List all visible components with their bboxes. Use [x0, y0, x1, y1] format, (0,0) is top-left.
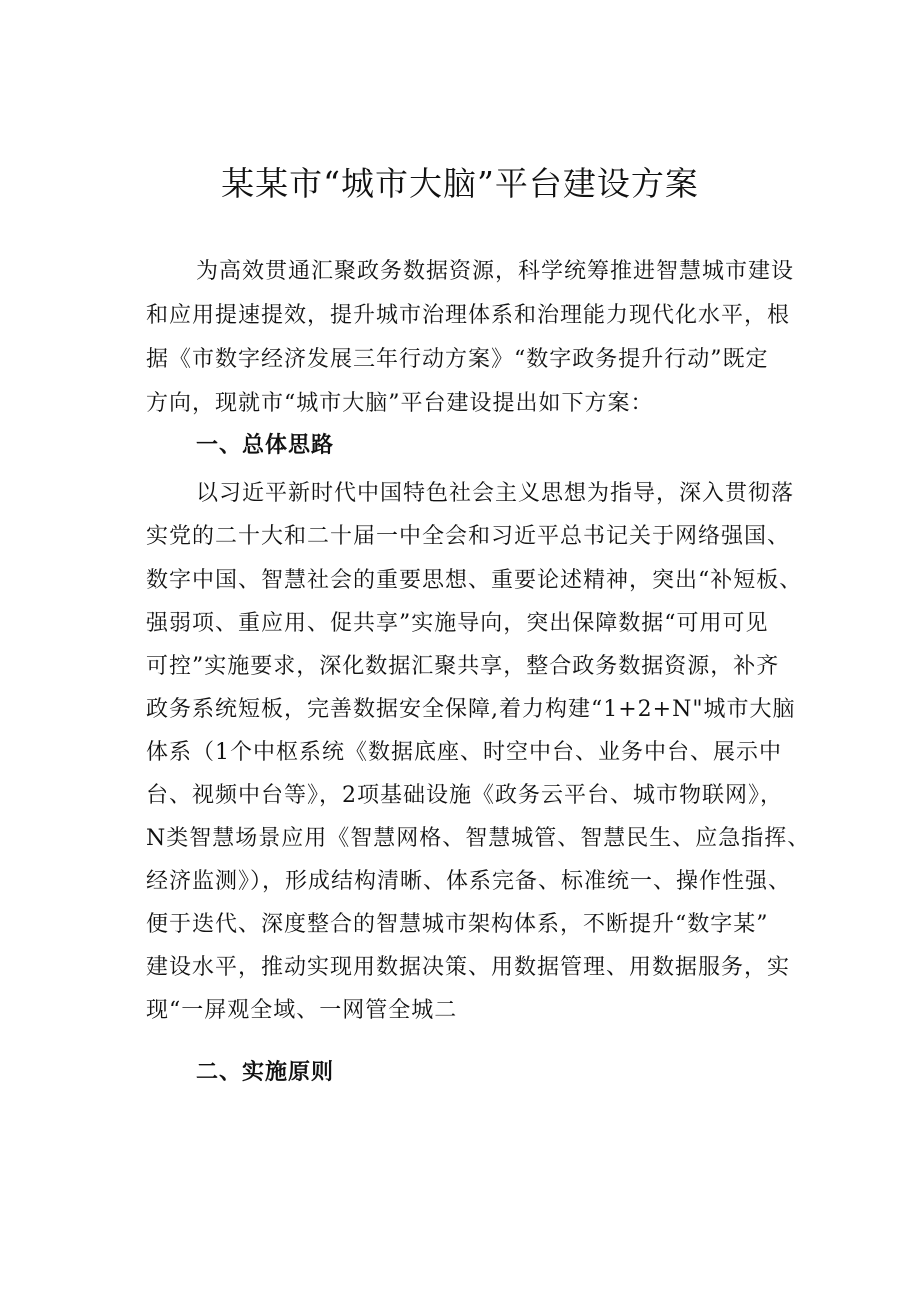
document-title: 某某市“城市大脑”平台建设方案	[221, 164, 699, 203]
body-line: 政务系统短板，完善数据安全保障,着力构建“1+2+N"城市大脑	[146, 697, 796, 722]
body-line: 以习近平新时代中国特色社会主义思想为指导，深入贯彻落	[196, 481, 795, 506]
body-line: 实党的二十大和二十届一中全会和习近平总书记关于网络强国、	[146, 524, 791, 549]
intro-line: 方向，现就市“城市大脑”平台建设提出如下方案：	[146, 391, 654, 416]
body-line: 建设水平，推动实现用数据决策、用数据管理、用数据服务，实	[146, 955, 791, 980]
section-heading-overall-approach: 一、总体思路	[196, 433, 335, 458]
body-line: 强弱项、重应用、促共享”实施导向，突出保障数据“可用可见	[146, 611, 769, 636]
body-line: 便于迭代、深度整合的智慧城市架构体系，不断提升“数字某”	[146, 912, 769, 937]
body-line: N类智慧场景应用《智慧网格、智慧城管、智慧民生、应急指挥、	[146, 826, 811, 851]
intro-line: 和应用提速提效，提升城市治理体系和治理能力现代化水平，根	[146, 303, 791, 328]
body-line: 体系（1个中枢系统《数据底座、时空中台、业务中台、展示中	[146, 740, 782, 765]
body-line: 数字中国、智慧社会的重要思想、重要论述精神，突出“补短板、	[146, 568, 803, 593]
section-heading-principles: 二、实施原则	[196, 1060, 335, 1085]
intro-line: 据《市数字经济发展三年行动方案》“数字政务提升行动”既定	[146, 347, 769, 372]
body-line: 可控”实施要求，深化数据汇聚共享，整合政务数据资源，补齐	[146, 654, 780, 679]
body-line: 台、视频中台等》，2项基础设施《政务云平台、城市物联网》，	[146, 783, 783, 808]
body-line: 现“一屏观全域、一网管全城二	[146, 998, 458, 1023]
intro-line: 为高效贯通汇聚政务数据资源，科学统筹推进智慧城市建设	[196, 259, 795, 284]
body-line: 经济监测》），形成结构清晰、体系完备、标准统一、操作性强、	[146, 869, 792, 894]
